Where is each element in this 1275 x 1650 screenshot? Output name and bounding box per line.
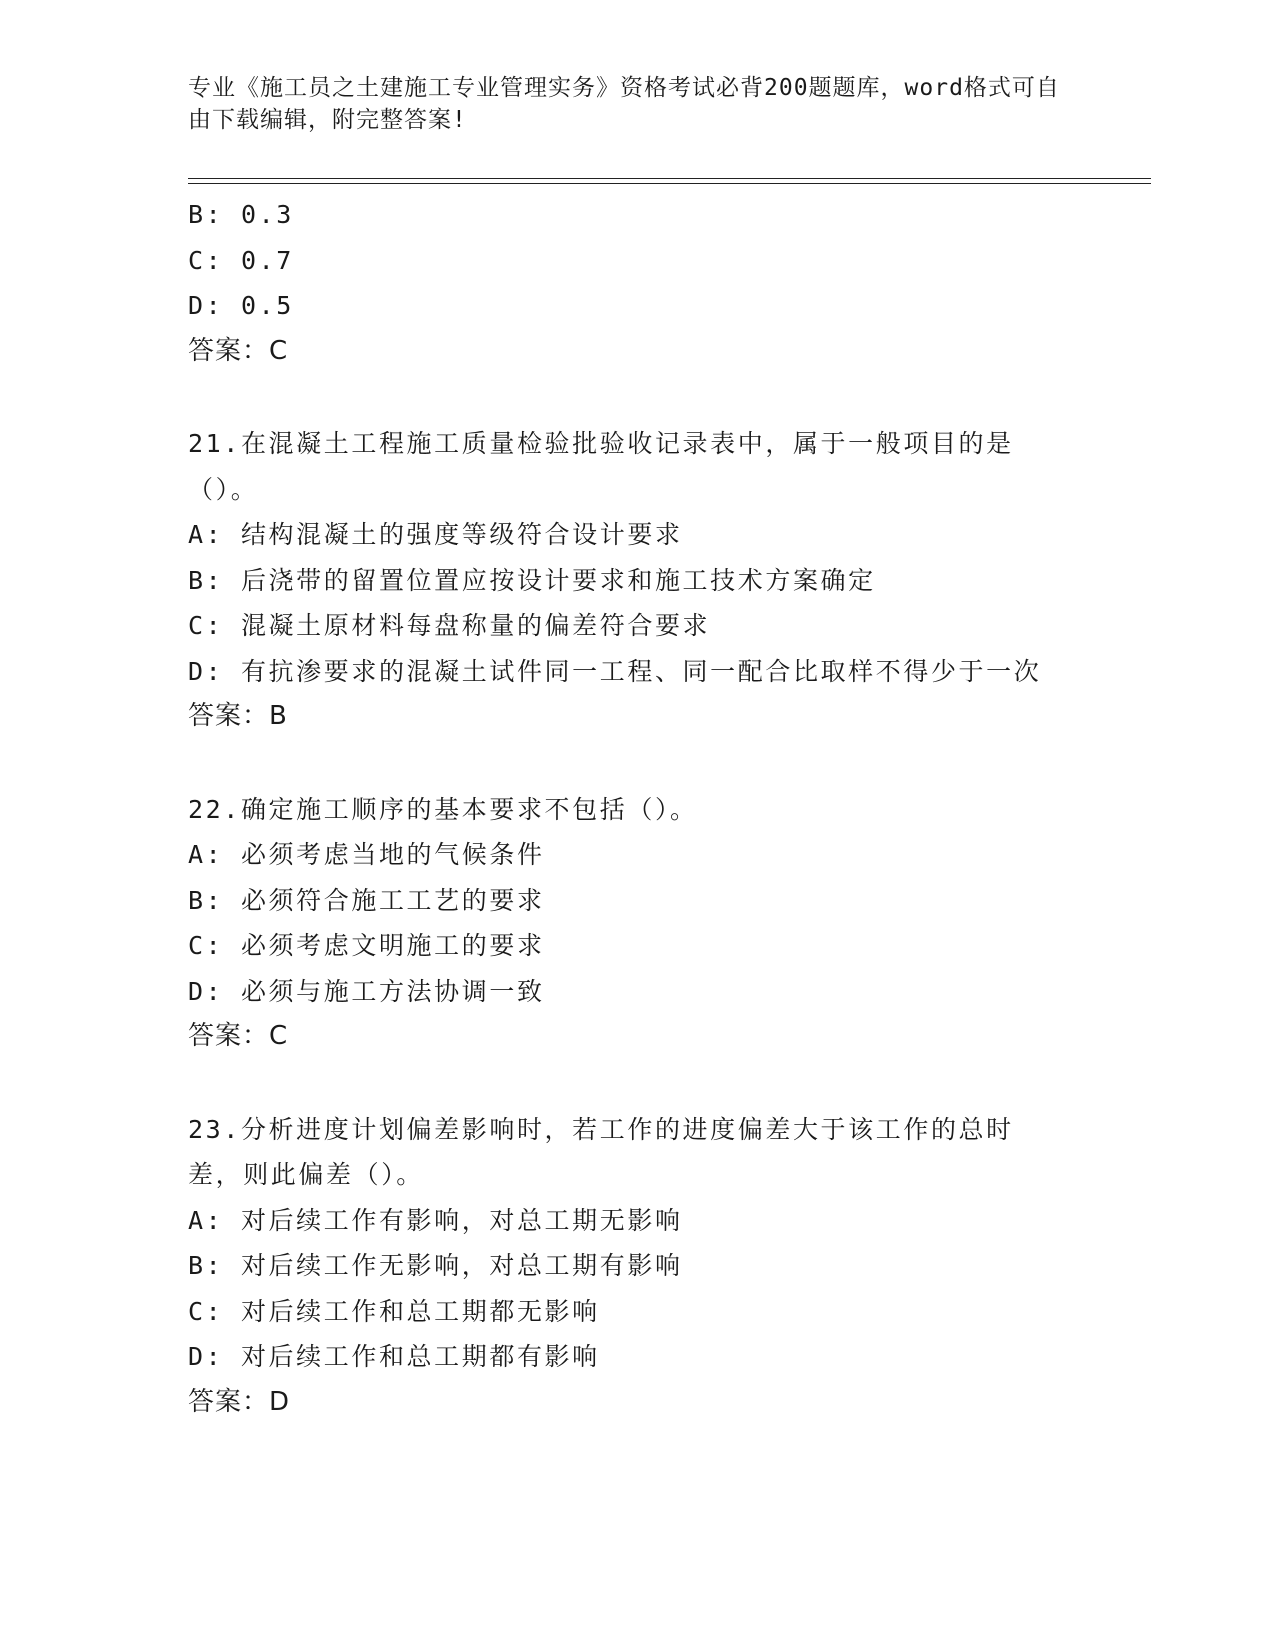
question-22 — [188, 787, 1088, 1060]
option-d: D: 必须与施工方法协调一致 — [188, 976, 545, 1006]
document-header-title: 专业《施工员之土建施工专业管理实务》资格考试必背200题题库，word格式可自由下载编辑，附完整答案! — [188, 75, 1060, 133]
option-b: B: 对后续工作无影响，对总工期有影响 — [188, 1251, 683, 1280]
option-b: B: 必须符合施工工艺的要求 — [188, 885, 545, 915]
option-c: C: 对后续工作和总工期都无影响 — [188, 1296, 600, 1326]
option-b: B: 0.3 — [188, 200, 294, 229]
document-body — [188, 192, 1088, 1425]
header-divider-bottom — [188, 183, 1151, 184]
question-stem: 22.确定施工顺序的基本要求不包括（）。 — [188, 794, 698, 824]
option-d: D: 0.5 — [188, 291, 294, 320]
option-a: A: 对后续工作有影响，对总工期无影响 — [188, 1205, 683, 1235]
answer-line: 答案：D — [188, 1386, 291, 1417]
option-a: A: 必须考虑当地的气候条件 — [188, 840, 545, 869]
option-c: C: 0.7 — [188, 245, 294, 275]
spacer — [188, 374, 1088, 421]
option-d: D: 对后续工作和总工期都有影响 — [188, 1342, 600, 1371]
question-stem: 21.在混凝土工程施工质量检验批验收记录表中，属于一般项目的是（）。 — [188, 429, 1014, 504]
header-divider-top — [188, 178, 1151, 179]
question-21 — [188, 421, 1088, 740]
answer-line: 答案：C — [188, 1021, 289, 1051]
spacer — [188, 740, 1088, 787]
answer-line: 答案：B — [188, 701, 288, 731]
answer-line: 答案：C — [188, 335, 289, 366]
option-c: C: 必须考虑文明施工的要求 — [188, 931, 545, 960]
option-a: A: 结构混凝土的强度等级符合设计要求 — [188, 520, 683, 549]
previous-question-tail — [188, 192, 1088, 374]
option-c: C: 混凝土原材料每盘称量的偏差符合要求 — [188, 611, 711, 640]
option-b: B: 后浇带的留置位置应按设计要求和施工技术方案确定 — [188, 565, 876, 595]
question-stem: 23.分析进度计划偏差影响时，若工作的进度偏差大于该工作的总时差，则此偏差（）。 — [188, 1114, 1014, 1189]
spacer — [188, 1060, 1088, 1107]
question-23 — [188, 1107, 1088, 1426]
option-d: D: 有抗渗要求的混凝土试件同一工程、同一配合比取样不得少于一次 — [188, 656, 1042, 686]
